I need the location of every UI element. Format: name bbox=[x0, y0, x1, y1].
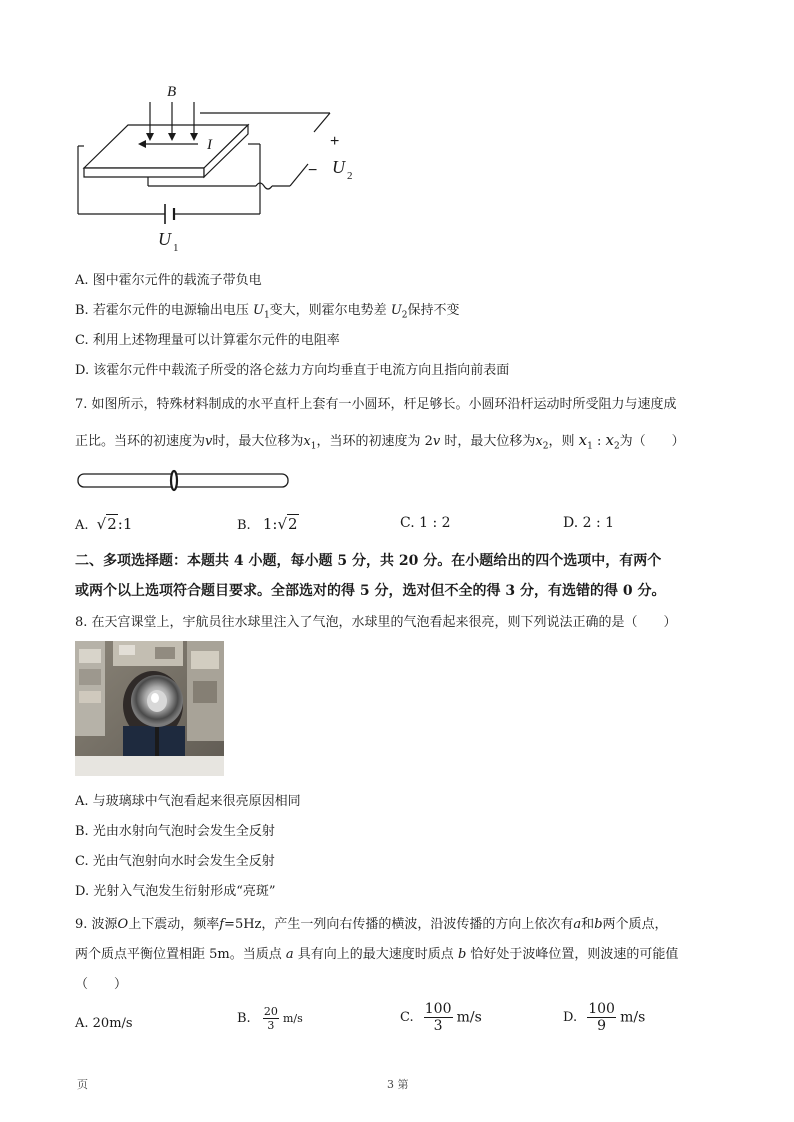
q6-option-b-sub: 1 bbox=[263, 310, 270, 321]
q9-option-c-num: 100 bbox=[424, 1001, 452, 1017]
q9-line2-a: 两个质点平衡位置相距 5m。当质点 bbox=[75, 947, 282, 962]
q9-var-b: b bbox=[594, 917, 603, 932]
q7-line2-x1: x bbox=[303, 434, 311, 449]
q6-option-b-var: U bbox=[252, 303, 264, 318]
q9-line2-var-b: b bbox=[457, 947, 467, 962]
q9-stem-line1 bbox=[75, 916, 668, 934]
q7-ratio-colon: : bbox=[592, 434, 606, 449]
q6-option-a: A. 图中霍尔元件的载流子带负电 bbox=[75, 273, 262, 288]
q9-option-b-fraction bbox=[263, 1006, 279, 1031]
q7-option-c: C. 1 : 2 bbox=[400, 515, 451, 531]
q9-stem-line2 bbox=[75, 946, 678, 964]
q7-stem-line1: 7. 如图所示，特殊材料制成的水平直杆上套有一小圆环，杆足够长。小圆环沿杆运动时所受阻力与速度成 bbox=[75, 397, 677, 412]
q9-line1-e: 两个质点， bbox=[602, 917, 668, 932]
label-U1: U bbox=[158, 229, 171, 249]
q9-option-b-den: 3 bbox=[267, 1019, 275, 1032]
q7-option-b-head: 1: bbox=[262, 515, 278, 533]
q6-option-b-mid: 变大，则霍尔电势差 bbox=[269, 303, 387, 318]
q9-option-a: A. 20m/s bbox=[75, 1016, 133, 1031]
q9-option-b-unit: m/s bbox=[282, 1012, 303, 1025]
q7-option-b-sqrt: 2 bbox=[288, 515, 298, 533]
q9-option-d-label: D. bbox=[563, 1010, 578, 1025]
q7-line2-v2: v bbox=[432, 434, 441, 449]
q6-option-b-var2: U bbox=[390, 303, 402, 318]
q6-option-b-sub2: 2 bbox=[401, 310, 408, 321]
q7-line2-d: 时，最大位移为 bbox=[440, 434, 536, 449]
q9-stem-line3: （ ） bbox=[75, 977, 128, 992]
q7-line2-c: ，当环的初速度为 2 bbox=[316, 434, 433, 449]
q9-var-a: a bbox=[573, 917, 582, 932]
q9-option-d-den: 9 bbox=[597, 1018, 607, 1034]
q7-option-d: D. 2 : 1 bbox=[563, 515, 615, 531]
q7-option-b-label: B. bbox=[237, 518, 251, 533]
label-plus: + bbox=[330, 133, 340, 150]
q7-ratio-x2: x bbox=[605, 431, 614, 449]
q6-option-b-prefix: B. 若霍尔元件的电源输出电压 bbox=[75, 303, 249, 318]
label-minus: − bbox=[308, 162, 318, 179]
q7-line2-f: 为（ ） bbox=[619, 434, 685, 449]
q7-option-b: B. 1:√2 bbox=[237, 515, 298, 533]
q7-ratio-sub2: 2 bbox=[613, 441, 620, 452]
q8-option-a: A. 与玻璃球中气泡看起来很亮原因相同 bbox=[75, 794, 301, 809]
q9-option-b-label: B. bbox=[237, 1011, 251, 1026]
label-U1-sub: 1 bbox=[173, 242, 179, 254]
q9-option-c bbox=[400, 1002, 482, 1033]
q9-line1-c: =5Hz，产生一列向右传播的横波，沿波传播的方向上依次有 bbox=[224, 917, 574, 932]
q9-option-b-num: 20 bbox=[263, 1005, 278, 1018]
q8-option-b: B. 光由水射向气泡时会发生全反射 bbox=[75, 824, 275, 839]
rod-ring-figure bbox=[74, 468, 294, 494]
q7-line2-a: 正比。当环的初速度为 bbox=[75, 434, 206, 449]
label-U2: U bbox=[332, 157, 345, 177]
q6-option-b bbox=[75, 302, 460, 325]
q9-option-d bbox=[563, 1002, 645, 1033]
label-U2-sub: 2 bbox=[347, 170, 353, 182]
q9-line1-a: 9. 波源 bbox=[75, 917, 118, 932]
label-B: B bbox=[167, 84, 177, 100]
hall-effect-figure bbox=[70, 80, 370, 255]
q6-option-c: C. 利用上述物理量可以计算霍尔元件的电阻率 bbox=[75, 333, 340, 348]
q9-option-c-fraction bbox=[424, 1002, 453, 1033]
section2-header-line1: 二、多项选择题：本题共 4 小题，每小题 5 分，共 20 分。在小题给出的四个选项中，有两个 bbox=[75, 553, 662, 569]
q9-option-c-label: C. bbox=[400, 1010, 414, 1025]
q9-var-f: f bbox=[219, 917, 225, 932]
q7-line2-x2-sub: 2 bbox=[542, 441, 549, 452]
q7-stem-line2 bbox=[75, 431, 685, 456]
q8-stem: 8. 在天宫课堂上，宇航员往水球里注入了气泡，水球里的气泡看起来很亮，则下列说法正确的是（ ） bbox=[75, 615, 677, 630]
q9-option-d-num: 100 bbox=[588, 1001, 615, 1017]
q7-line2-v: v bbox=[205, 434, 213, 449]
tiangong-classroom-photo bbox=[75, 641, 224, 776]
q9-option-d-unit: m/s bbox=[620, 1009, 646, 1026]
label-I: I bbox=[207, 137, 212, 153]
q9-line1-d: 和 bbox=[581, 917, 595, 932]
q9-var-O: O bbox=[117, 917, 129, 932]
q8-option-c: C. 光由气泡射向水时会发生全反射 bbox=[75, 854, 275, 869]
q7-line2-x2: x bbox=[535, 434, 543, 449]
q6-option-b-suffix: 保持不变 bbox=[407, 303, 460, 318]
q6-option-d: D. 该霍尔元件中载流子所受的洛仑兹力方向均垂直于电流方向且指向前表面 bbox=[75, 363, 510, 378]
q7-ratio-x1: x bbox=[578, 431, 588, 449]
footer-page-number: 3 第 bbox=[387, 1078, 409, 1091]
q9-line2-c: 恰好处于波峰位置，则波速的可能值 bbox=[470, 947, 679, 962]
q7-option-a-tail: :1 bbox=[117, 515, 133, 533]
q7-option-a-sqrt: 2 bbox=[107, 515, 117, 533]
q7-line2-e: ，则 bbox=[548, 434, 575, 449]
q9-line2-var-a: a bbox=[285, 947, 294, 962]
q9-option-c-unit: m/s bbox=[456, 1009, 482, 1026]
q7-option-a-label: A. bbox=[75, 518, 89, 533]
q8-option-d: D. 光射入气泡发生衍射形成“亮斑” bbox=[75, 884, 276, 899]
q7-option-a: A. √2:1 bbox=[75, 515, 133, 533]
q7-line2-b: 时，最大位移为 bbox=[212, 434, 304, 449]
q9-line2-b: 具有向上的最大速度时质点 bbox=[297, 947, 454, 962]
q9-option-b bbox=[237, 1006, 303, 1031]
q7-ratio-sub1: 1 bbox=[587, 441, 593, 452]
q9-option-c-den: 3 bbox=[433, 1018, 443, 1034]
footer-left: 页 bbox=[77, 1078, 88, 1091]
q9-option-d-fraction bbox=[587, 1002, 616, 1033]
section2-header-line2: 或两个以上选项符合题目要求。全部选对的得 5 分，选对但不全的得 3 分，有选错的得 0 分。 bbox=[75, 583, 666, 599]
q7-line2-x1-sub: 1 bbox=[310, 441, 317, 452]
q9-line1-b: 上下震动，频率 bbox=[128, 917, 220, 932]
